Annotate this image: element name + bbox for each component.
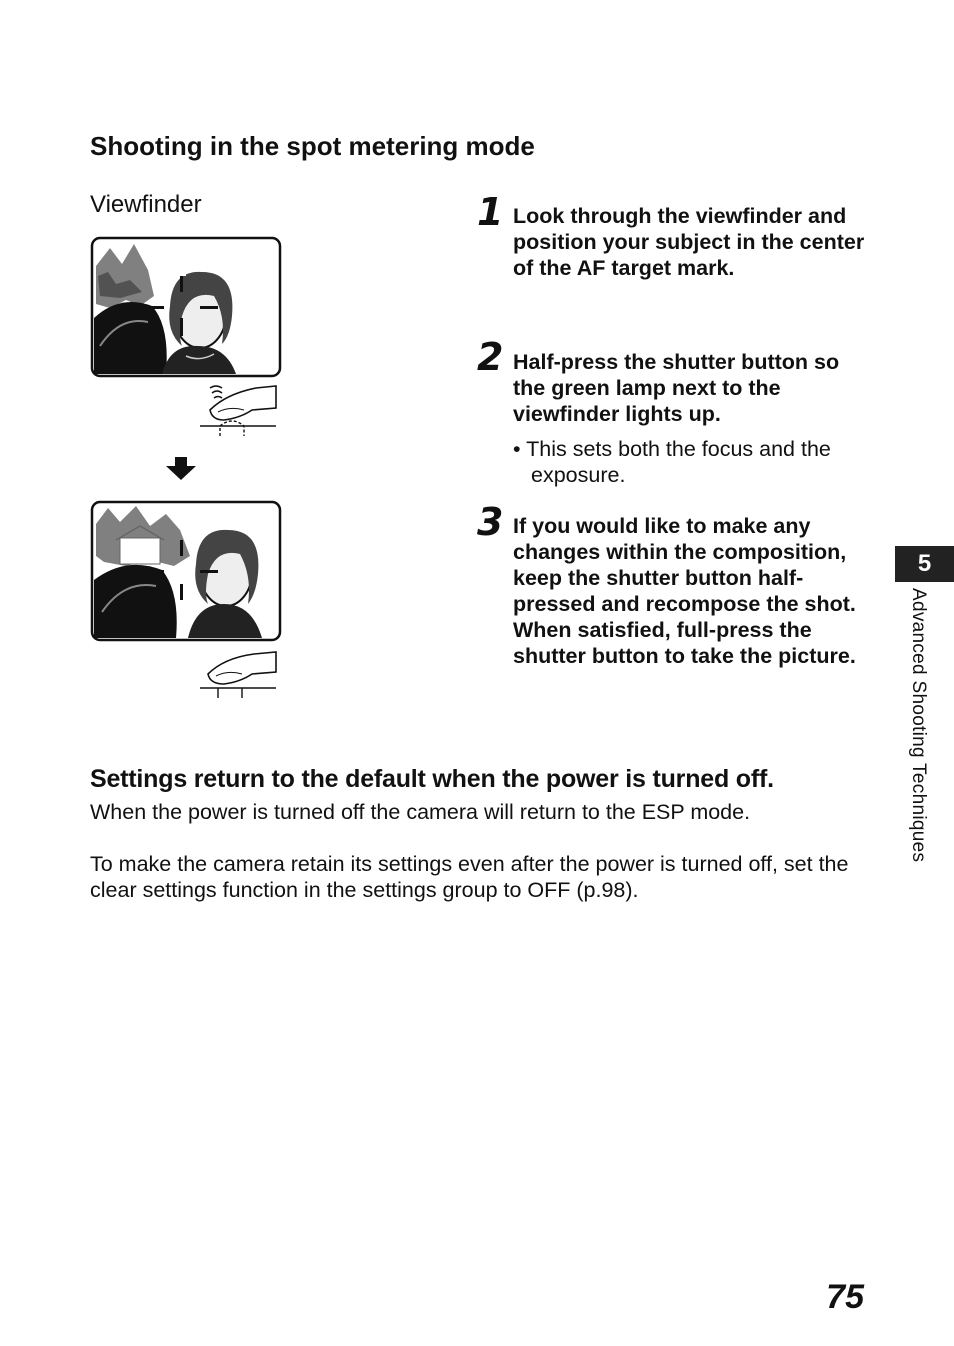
chapter-label: Advanced Shooting Techniques: [908, 588, 929, 863]
section-title: Shooting in the spot metering mode: [90, 131, 535, 161]
step-2-bullet: [513, 436, 873, 488]
viewfinder-label: Viewfinder: [90, 191, 202, 218]
paragraph-power-off: When the power is turned off the camera will return to the ESP mode.: [90, 800, 751, 824]
step-number-2: 2: [477, 335, 504, 379]
settings-heading: Settings return to the default when the power is turned off.: [90, 765, 774, 793]
paragraph-retain-settings: To make the camera retain its settings even after the power is turned off, set the clear settings function in the settings group to OFF (p.98).: [90, 852, 849, 902]
viewfinder-portrait-centered-icon: [90, 236, 282, 378]
step-number-1: 1: [477, 190, 504, 234]
step-2-bullet-text: • This sets both the focus and the exposure.: [513, 437, 831, 487]
chapter-tab: [895, 546, 954, 582]
page-number: 75: [826, 1278, 864, 1316]
step-text-2: Half-press the shutter button so the green lamp next to the viewfinder lights up.: [513, 350, 840, 426]
chapter-number: 5: [917, 550, 932, 577]
step-text-3: If you would like to make any changes within the composition, keep the shutter button half-pressed and recompose the shot. When satisfied, full-press the shutter button to take the picture.: [513, 514, 856, 668]
finger-full-press-icon: [196, 650, 278, 702]
step-number-3: 3: [477, 500, 504, 544]
step-text-1: Look through the viewfinder and position your subject in the center of the AF target mark.: [513, 204, 865, 280]
finger-half-press-icon: [196, 380, 278, 440]
viewfinder-portrait-recomposed-icon: [90, 500, 282, 642]
arrow-down-icon: [165, 457, 197, 481]
